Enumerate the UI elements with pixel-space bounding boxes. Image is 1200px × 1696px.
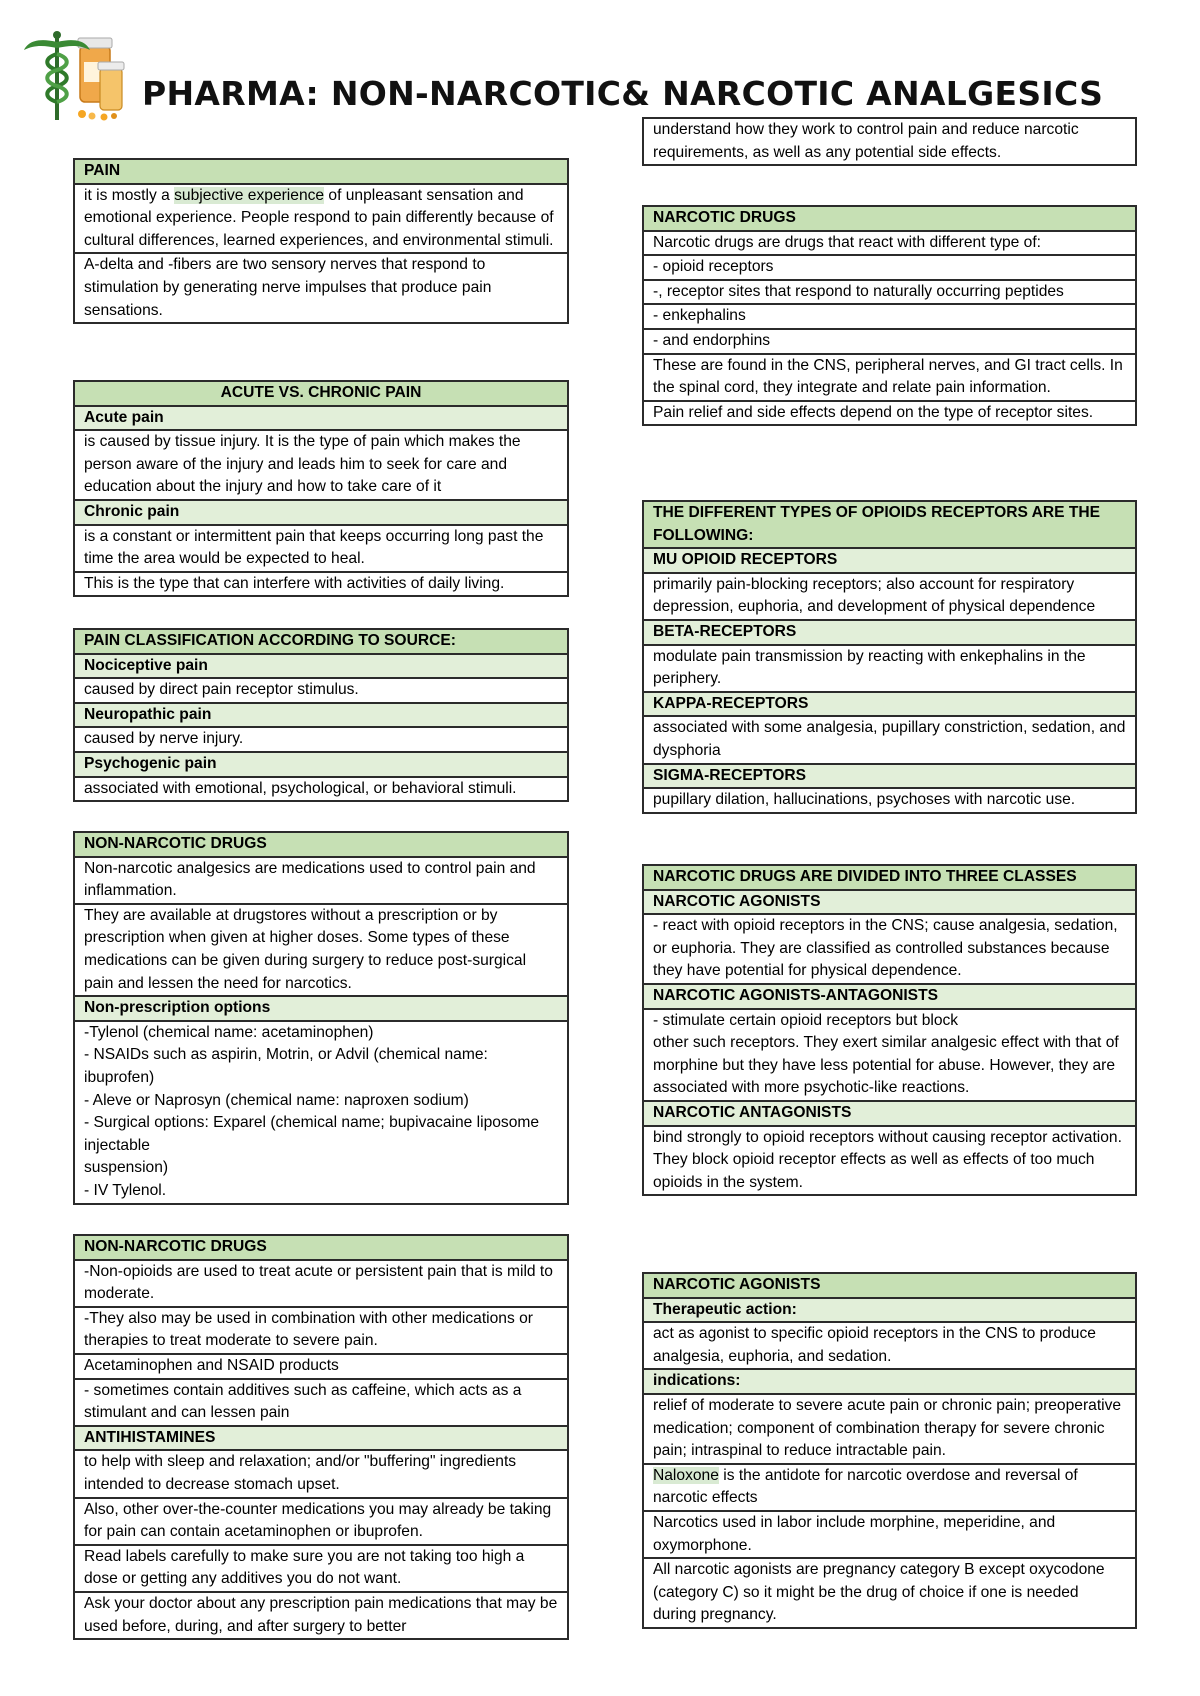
narcotic-drugs-row: - and endorphins bbox=[643, 329, 1136, 354]
continuation-text: understand how they work to control pain and reduce narcotic requirements, as well as any potential side effects. bbox=[643, 118, 1136, 165]
indications-text: relief of moderate to severe acute pain or chronic pain; preoperative medication; component of combination therapy for severe chronic pain; intraspinal to reduce intractable pain. bbox=[643, 1394, 1136, 1464]
agonists-antagonists-label: NARCOTIC AGONISTS-ANTAGONISTS bbox=[643, 984, 1136, 1009]
neuropathic-label: Neuropathic pain bbox=[74, 703, 568, 728]
non-narcotic-table-2 bbox=[73, 1234, 569, 1640]
sigma-receptors-text: pupillary dilation, hallucinations, psychoses with narcotic use. bbox=[643, 788, 1136, 813]
subjective-experience-highlight: subjective experience bbox=[174, 186, 325, 204]
therapeutic-action-label: Therapeutic action: bbox=[643, 1298, 1136, 1323]
narcotic-drugs-row: -, receptor sites that respond to naturally occurring peptides bbox=[643, 280, 1136, 305]
acute-pain-text: is caused by tissue injury. It is the type of pain which makes the person aware of the injury and leads him to seek for care and education about the injury and how to take care of it bbox=[74, 430, 568, 500]
classification-header: PAIN CLASSIFICATION ACCORDING TO SOURCE: bbox=[74, 629, 568, 654]
non-narcotic-header-2: NON-NARCOTIC DRUGS bbox=[74, 1235, 568, 1260]
agonists-class-text: - react with opioid receptors in the CNS; cause analgesia, sedation, or euphoria. They are classified as controlled substances because they have potential for physical dependence. bbox=[643, 914, 1136, 984]
psychogenic-text: associated with emotional, psychological, or behavioral stimuli. bbox=[74, 777, 568, 802]
three-classes-table bbox=[642, 864, 1137, 1196]
antagonists-text: bind strongly to opioid receptors without causing receptor activation. They block opioid receptor effects as well as effects of too much opioids in the system. bbox=[643, 1126, 1136, 1196]
narcotic-drugs-row: These are found in the CNS, peripheral nerves, and GI tract cells. In the spinal cord, they integrate and relate pain information. bbox=[643, 354, 1136, 401]
chronic-pain-text-2: This is the type that can interfere with activities of daily living. bbox=[74, 572, 568, 597]
non-narcotic-header-1: NON-NARCOTIC DRUGS bbox=[74, 832, 568, 857]
neuropathic-text: caused by nerve injury. bbox=[74, 727, 568, 752]
mu-receptors-text: primarily pain-blocking receptors; also account for respiratory depression, euphoria, and development of physical dependence bbox=[643, 573, 1136, 620]
narcotic-drugs-header: NARCOTIC DRUGS bbox=[643, 206, 1136, 231]
indications-label: indications: bbox=[643, 1369, 1136, 1394]
kappa-receptors-text: associated with some analgesia, pupillary constriction, sedation, and dysphoria bbox=[643, 716, 1136, 763]
non-prescription-options: -Tylenol (chemical name: acetaminophen) - NSAIDs such as aspirin, Motrin, or Advil (chemical name: ibuprofen) - Aleve or Naprosyn (chemical name: naproxen sodium) - Surgical options: Exparel (chemical name; bupivacaine liposome injectable suspension) - IV Tylenol. bbox=[74, 1021, 568, 1204]
therapeutic-action-text: act as agonist to specific opioid receptors in the CNS to produce analgesia, euphoria, and sedation. bbox=[643, 1322, 1136, 1369]
nociceptive-text: caused by direct pain receptor stimulus. bbox=[74, 678, 568, 703]
narcotic-drugs-row: Narcotic drugs are drugs that react with different type of: bbox=[643, 231, 1136, 256]
beta-receptors-label: BETA-RECEPTORS bbox=[643, 620, 1136, 645]
pain-header: PAIN bbox=[74, 159, 568, 184]
opioid-receptors-header: THE DIFFERENT TYPES OF OPIOIDS RECEPTORS ARE THE FOLLOWING: bbox=[643, 501, 1136, 548]
non-opioids-text: -Non-opioids are used to treat acute or persistent pain that is mild to moderate. bbox=[74, 1260, 568, 1307]
antihistamines-text: to help with sleep and relaxation; and/or "buffering" ingredients intended to decrease stomach upset. bbox=[74, 1450, 568, 1497]
narcotic-drugs-table bbox=[642, 205, 1137, 426]
agonists-class-label: NARCOTIC AGONISTS bbox=[643, 890, 1136, 915]
non-narcotic-definition: Non-narcotic analgesics are medications used to control pain and inflammation. bbox=[74, 857, 568, 904]
mu-receptors-label: MU OPIOID RECEPTORS bbox=[643, 548, 1136, 573]
antihistamines-label: ANTIHISTAMINES bbox=[74, 1426, 568, 1451]
acute-chronic-header: ACUTE VS. CHRONIC PAIN bbox=[74, 381, 568, 406]
narcotic-drugs-row: - opioid receptors bbox=[643, 255, 1136, 280]
narcotic-drugs-row: - enkephalins bbox=[643, 304, 1136, 329]
combination-text: -They also may be used in combination with other medications or therapies to treat moderate to severe pain. bbox=[74, 1307, 568, 1354]
non-narcotic-table-1 bbox=[73, 831, 569, 1205]
labor-narcotics-text: Narcotics used in labor include morphine, meperidine, and oxymorphone. bbox=[643, 1511, 1136, 1558]
acetaminophen-nsaid-text: Acetaminophen and NSAID products bbox=[74, 1354, 568, 1379]
acute-chronic-table bbox=[73, 380, 569, 597]
non-prescription-label: Non-prescription options bbox=[74, 996, 568, 1021]
otc-text: Also, other over-the-counter medications you may already be taking for pain can contain acetaminophen or ibuprofen. bbox=[74, 1498, 568, 1545]
non-narcotic-availability: They are available at drugstores without a prescription or by prescription when given at higher doses. Some types of these medications can be given during surgery to reduce post-surgical pain and lessen the need for narcotics. bbox=[74, 904, 568, 996]
additives-text: - sometimes contain additives such as caffeine, which acts as a stimulant and can lessen pain bbox=[74, 1379, 568, 1426]
pain-definition: it is mostly a subjective experience of unpleasant sensation and emotional experience. People respond to pain differently because of cultural differences, learned experiences, and environmental stimuli. bbox=[74, 184, 568, 254]
nociceptive-label: Nociceptive pain bbox=[74, 654, 568, 679]
pain-table bbox=[73, 158, 569, 324]
naloxone-highlight: Naloxone bbox=[653, 1466, 719, 1484]
pregnancy-category-text: All narcotic agonists are pregnancy category B except oxycodone (category C) so it might be the drug of choice if one is needed during pregnancy. bbox=[643, 1558, 1136, 1628]
kappa-receptors-label: KAPPA-RECEPTORS bbox=[643, 692, 1136, 717]
three-classes-header: NARCOTIC DRUGS ARE DIVIDED INTO THREE CLASSES bbox=[643, 865, 1136, 890]
pain-fibers: A-delta and -fibers are two sensory nerves that respond to stimulation by generating nerve impulses that produce pain sensations. bbox=[74, 253, 568, 323]
read-labels-text: Read labels carefully to make sure you are not taking too high a dose or getting any additives you do not want. bbox=[74, 1545, 568, 1592]
page-title: PHARMA: NON-NARCOTIC& NARCOTIC ANALGESICS bbox=[142, 74, 1104, 113]
naloxone-text: Naloxone is the antidote for narcotic overdose and reversal of narcotic effects bbox=[643, 1464, 1136, 1511]
narcotic-drugs-row: Pain relief and side effects depend on the type of receptor sites. bbox=[643, 401, 1136, 426]
agonists-antagonists-text: - stimulate certain opioid receptors but block other such receptors. They exert similar analgesic effect with that of morphine but they have less potential for abuse. However, they are associated with more psychotic-like reactions. bbox=[643, 1009, 1136, 1101]
classification-table bbox=[73, 628, 569, 802]
psychogenic-label: Psychogenic pain bbox=[74, 752, 568, 777]
caduceus-pill-bottles-icon bbox=[22, 28, 126, 124]
sigma-receptors-label: SIGMA-RECEPTORS bbox=[643, 764, 1136, 789]
beta-receptors-text: modulate pain transmission by reacting with enkephalins in the periphery. bbox=[643, 645, 1136, 692]
narcotic-agonists-table bbox=[642, 1272, 1137, 1629]
narcotic-agonists-header: NARCOTIC AGONISTS bbox=[643, 1273, 1136, 1298]
chronic-pain-text: is a constant or intermittent pain that keeps occurring long past the time the area would be expected to heal. bbox=[74, 525, 568, 572]
acute-pain-label: Acute pain bbox=[74, 406, 568, 431]
opioid-receptors-table bbox=[642, 500, 1137, 814]
continuation-table bbox=[642, 117, 1137, 166]
antagonists-label: NARCOTIC ANTAGONISTS bbox=[643, 1101, 1136, 1126]
ask-doctor-text: Ask your doctor about any prescription pain medications that may be used before, during, and after surgery to better bbox=[74, 1592, 568, 1639]
chronic-pain-label: Chronic pain bbox=[74, 500, 568, 525]
